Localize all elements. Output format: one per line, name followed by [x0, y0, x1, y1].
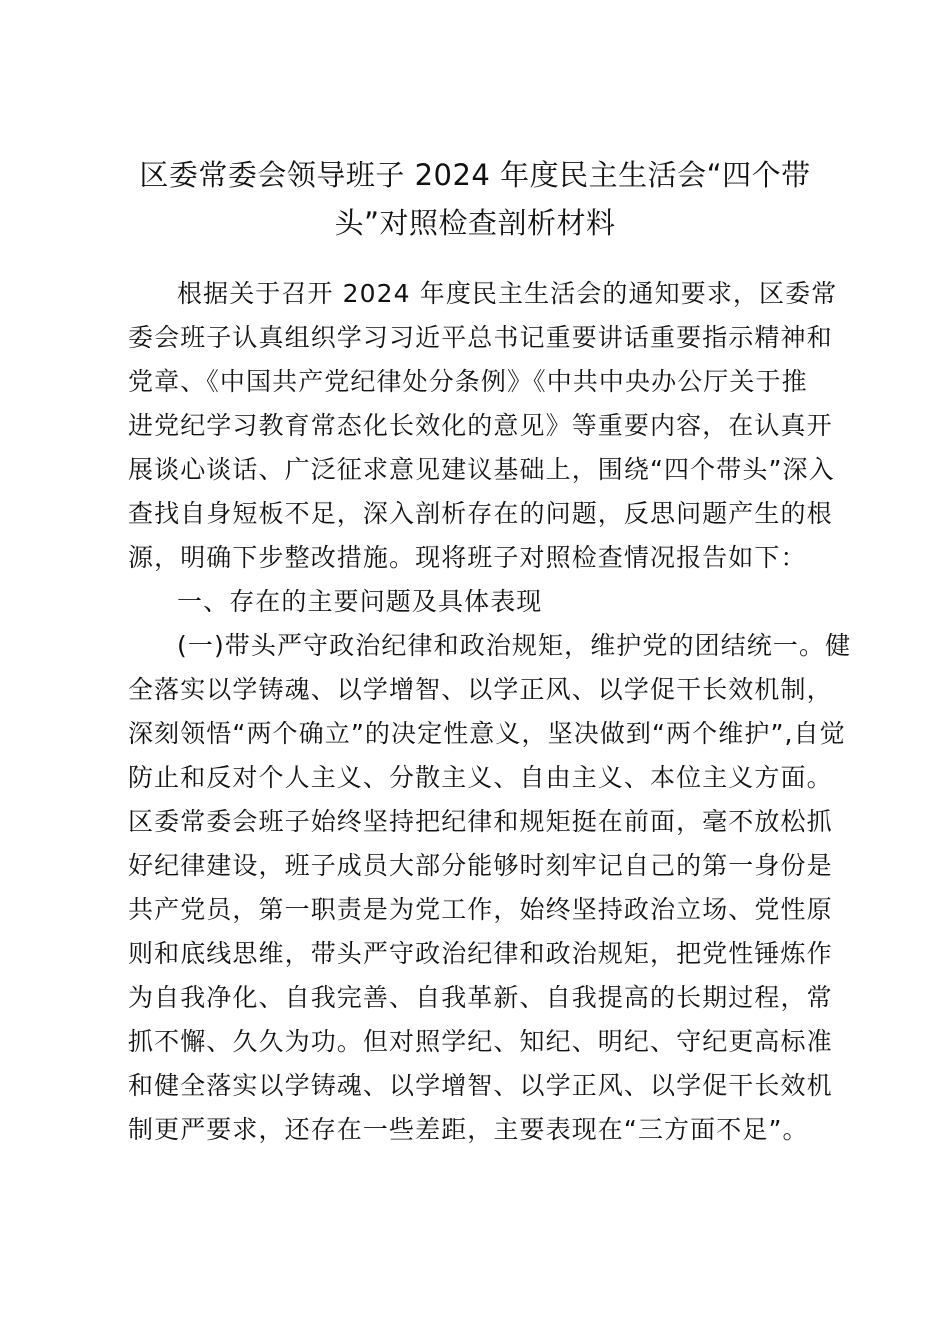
document-title — [125, 151, 825, 247]
paragraph-2-line-6: 好纪律建设，班子成员大部分能够时刻牢记自己的第一身份是 — [128, 851, 833, 880]
paragraph-1-line-2: 委会班子认真组织学习习近平总书记重要讲话重要指示精神和 — [128, 323, 833, 352]
paragraph-2-line-8: 则和底线思维，带头严守政治纪律和政治规矩，把党性锤炼作 — [128, 939, 833, 968]
paragraph-2-line-12: 制更严要求，还存在一些差距，主要表现在“三方面不足”。 — [128, 1115, 809, 1144]
paragraph-2-line-2: 全落实以学铸魂、以学增智、以学正风、以学促干长效机制， — [128, 675, 833, 704]
paragraph-2-line-10: 抓不懈、久久为功。但对照学纪、知纪、明纪、守纪更高标准 — [128, 1027, 833, 1056]
paragraph-1-line-5: 展谈心谈话、广泛征求意见建议基础上，围绕“四个带头”深入 — [128, 455, 835, 484]
paragraph-1-line-1: 根据关于召开 2024 年度民主生活会的通知要求，区委常 — [177, 279, 838, 308]
paragraph-1-line-6: 查找自身短板不足，深入剖析存在的问题，反思问题产生的根 — [128, 499, 833, 528]
title-line-1: 区委常委会领导班子 2024 年度民主生活会“四个带 — [139, 158, 811, 192]
section-heading-1: 一、存在的主要问题及具体表现 — [177, 587, 543, 616]
paragraph-2-line-7: 共产党员，第一职责是为党工作，始终坚持政治立场、党性原 — [128, 895, 833, 924]
paragraph-2-line-4: 防止和反对个人主义、分散主义、自由主义、本位主义方面。 — [128, 763, 833, 792]
title-line-2: 头”对照检查剖析材料 — [334, 206, 616, 240]
paragraph-1-line-7: 源，明确下步整改措施。现将班子对照检查情况报告如下： — [128, 543, 807, 572]
paragraph-1-line-3: 党章、《中国共产党纪律处分条例》《中共中央办公厅关于推 — [128, 367, 808, 396]
paragraph-1-line-4: 进党纪学习教育常态化长效化的意见》等重要内容，在认真开 — [128, 411, 833, 440]
paragraph-2-line-1: (一)带头严守政治纪律和政治规矩，维护党的团结统一。健 — [177, 631, 852, 660]
paragraph-2-line-9: 为自我净化、自我完善、自我革新、自我提高的长期过程，常 — [128, 983, 833, 1012]
paragraph-2-line-5: 区委常委会班子始终坚持把纪律和规矩挺在前面，毫不放松抓 — [128, 807, 833, 836]
paragraph-2-line-11: 和健全落实以学铸魂、以学增智、以学正风、以学促干长效机 — [128, 1071, 833, 1100]
paragraph-2-line-3: 深刻领悟“两个确立”的决定性意义，坚决做到“两个维护”,自觉 — [128, 719, 846, 748]
